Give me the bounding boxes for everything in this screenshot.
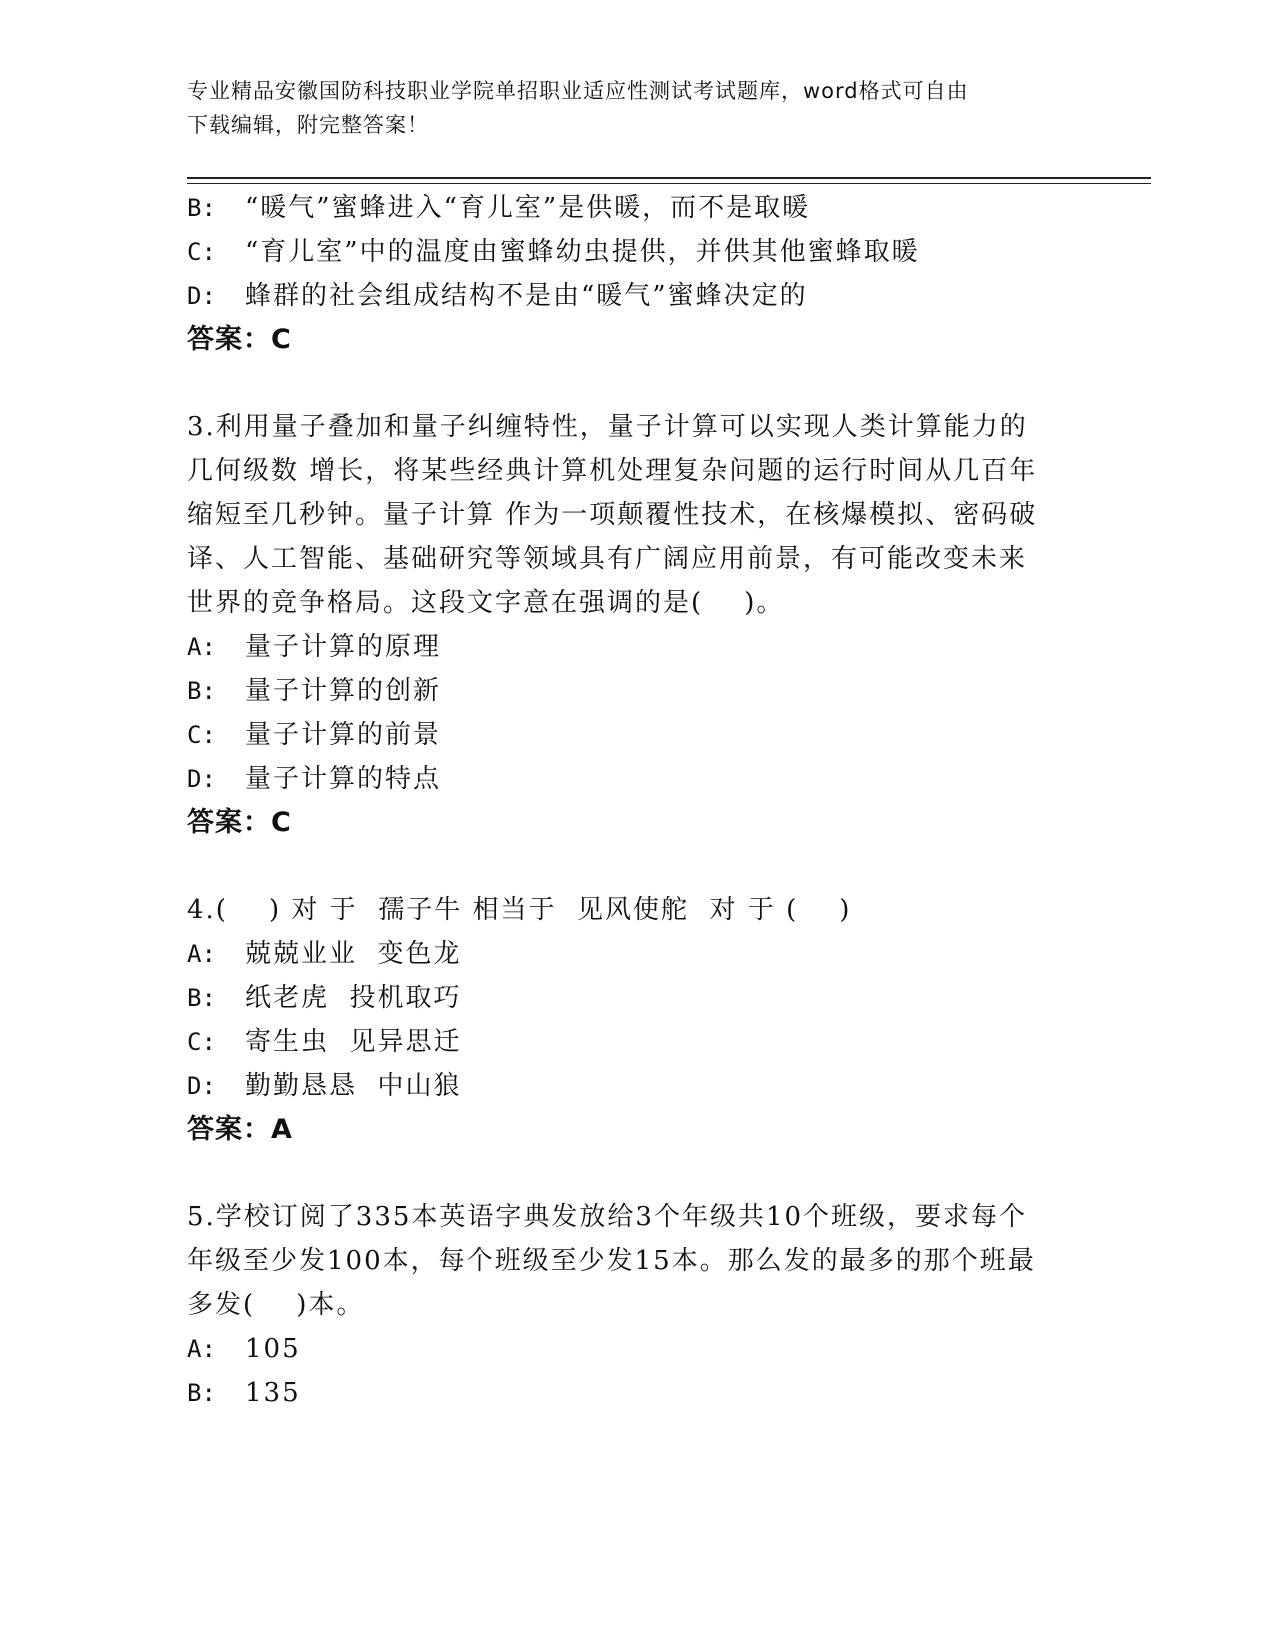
option-letter: B: — [187, 194, 216, 222]
option-letter: D: — [187, 1072, 216, 1100]
q4-option-b — [187, 978, 462, 1018]
option-text: 量子计算的创新 — [245, 676, 442, 706]
option-letter: C: — [187, 1028, 216, 1056]
option-text: 135 — [245, 1378, 301, 1408]
header-line-1: 专业精品安徽国防科技职业学院单招职业适应性测试考试题库，word格式可自由 — [187, 79, 969, 103]
document-header — [187, 74, 1067, 142]
q4-option-d — [187, 1066, 462, 1106]
q2-option-d — [187, 276, 808, 316]
q2-option-c — [187, 232, 920, 272]
option-letter: C: — [187, 238, 216, 266]
q3-answer: 答案：C — [187, 807, 292, 838]
q3-option-d — [187, 759, 441, 799]
q3-stem-line-2: 几何级数 增长，将某些经典计算机处理复杂问题的运行时间从几百年 — [187, 456, 1038, 486]
option-text: 纸老虎 投机取巧 — [245, 983, 462, 1013]
header-line-2: 下载编辑，附完整答案！ — [187, 113, 429, 137]
option-letter: C: — [187, 721, 216, 749]
option-letter: A: — [187, 633, 216, 661]
option-text: 寄生虫 见异思迁 — [245, 1027, 462, 1057]
q3-option-a — [187, 627, 441, 667]
option-letter: D: — [187, 765, 216, 793]
option-letter: B: — [187, 984, 216, 1012]
q4-option-c — [187, 1022, 462, 1062]
option-letter: A: — [187, 940, 216, 968]
option-letter: B: — [187, 1379, 216, 1407]
option-text: 量子计算的原理 — [245, 632, 442, 662]
option-letter: B: — [187, 677, 216, 705]
q3-stem-line-1: 3.利用量子叠加和量子纠缠特性，量子计算可以实现人类计算能力的 — [187, 412, 1028, 442]
option-text: “暖气”蜜蜂进入“育儿室”是供暖，而不是取暖 — [245, 193, 811, 223]
q4-stem: 4.( ) 对 于 孺子牛 相当于 见风使舵 对 于 ( ) — [187, 895, 852, 925]
q5-stem-line-2: 年级至少发100本，每个班级至少发15本。那么发的最多的那个班最 — [187, 1246, 1036, 1276]
q3-stem-line-4: 译、人工智能、基础研究等领域具有广阔应用前景，有可能改变未来 — [187, 544, 1028, 574]
option-text: 量子计算的特点 — [245, 764, 442, 794]
option-text: 兢兢业业 变色龙 — [245, 939, 462, 969]
q5-option-a — [187, 1329, 301, 1369]
q5-option-b — [187, 1373, 301, 1413]
option-text: 量子计算的前景 — [245, 720, 442, 750]
option-text: 105 — [245, 1334, 301, 1364]
option-letter: D: — [187, 282, 216, 310]
q3-option-b — [187, 671, 441, 711]
q5-stem-line-3: 多发( )本。 — [187, 1290, 365, 1320]
q3-stem-line-3: 缩短至几秒钟。量子计算 作为一项颠覆性技术，在核爆模拟、密码破 — [187, 500, 1038, 530]
header-divider-thin — [187, 183, 1151, 184]
q5-stem-line-1: 5.学校订阅了335本英语字典发放给3个年级共10个班级，要求每个 — [187, 1202, 1028, 1232]
q2-answer: 答案：C — [187, 324, 292, 355]
option-text: “育儿室”中的温度由蜜蜂幼虫提供，并供其他蜜蜂取暖 — [245, 237, 920, 267]
q2-option-b — [187, 188, 810, 228]
option-text: 勤勤恳恳 中山狼 — [245, 1071, 462, 1101]
q3-option-c — [187, 715, 441, 755]
option-text: 蜂群的社会组成结构不是由“暖气”蜜蜂决定的 — [245, 281, 808, 311]
q3-stem-line-5: 世界的竞争格局。这段文字意在强调的是( )。 — [187, 588, 785, 618]
header-divider-thick — [187, 177, 1151, 179]
q4-answer: 答案：A — [187, 1114, 293, 1145]
q4-option-a — [187, 934, 462, 974]
option-letter: A: — [187, 1335, 216, 1363]
